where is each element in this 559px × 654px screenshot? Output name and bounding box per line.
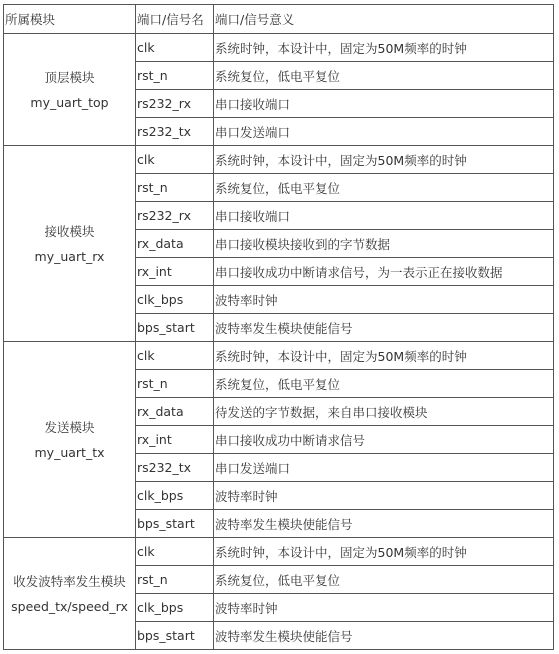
header-module: 所属模块: [4, 5, 136, 34]
signal-meaning-cell: 波特率发生模块使能信号: [214, 510, 554, 538]
signal-meaning-cell: 待发送的字节数据，来自串口接收模块: [214, 398, 554, 426]
signal-name-cell: clk: [136, 34, 214, 62]
table-row: [4, 342, 554, 370]
signal-name-cell: rst_n: [136, 174, 214, 202]
module-identifier: my_uart_rx: [34, 248, 105, 264]
signal-name-cell: bps_start: [136, 510, 214, 538]
header-signal: 端口/信号名: [136, 5, 214, 34]
module-cell: [4, 146, 136, 342]
signal-meaning-cell: 串口发送端口: [214, 118, 554, 146]
signal-name-cell: clk: [136, 342, 214, 370]
signal-meaning-cell: 串口接收端口: [214, 202, 554, 230]
signal-meaning-cell: 波特率发生模块使能信号: [214, 314, 554, 342]
table-row: [4, 538, 554, 566]
signal-name-cell: rx_int: [136, 258, 214, 286]
signal-meaning-cell: 系统复位，低电平复位: [214, 370, 554, 398]
signal-name-cell: rst_n: [136, 370, 214, 398]
signal-name-cell: rs232_tx: [136, 118, 214, 146]
signal-meaning-cell: 串口接收端口: [214, 90, 554, 118]
module-cell: [4, 34, 136, 146]
signal-table: [3, 4, 554, 650]
signal-meaning-cell: 系统复位，低电平复位: [214, 174, 554, 202]
signal-meaning-cell: 系统时钟，本设计中，固定为50M频率的时钟: [214, 342, 554, 370]
module-identifier: speed_tx/speed_rx: [11, 598, 128, 614]
signal-name-cell: rst_n: [136, 566, 214, 594]
signal-meaning-cell: 波特率发生模块使能信号: [214, 622, 554, 650]
signal-name-cell: clk: [136, 146, 214, 174]
signal-meaning-cell: 串口接收成功中断请求信号: [214, 426, 554, 454]
signal-meaning-cell: 串口接收成功中断请求信号，为一表示正在接收数据: [214, 258, 554, 286]
signal-name-cell: rs232_rx: [136, 202, 214, 230]
signal-name-cell: clk_bps: [136, 286, 214, 314]
signal-name-cell: bps_start: [136, 622, 214, 650]
signal-name-cell: rx_int: [136, 426, 214, 454]
signal-name-cell: clk_bps: [136, 594, 214, 622]
signal-name-cell: rx_data: [136, 398, 214, 426]
module-name: 接收模块: [44, 223, 95, 239]
signal-meaning-cell: 系统复位，低电平复位: [214, 566, 554, 594]
module-identifier: my_uart_tx: [34, 444, 105, 460]
module-name: 收发波特率发生模块: [13, 573, 126, 589]
module-name: 顶层模块: [44, 69, 95, 85]
table-row: [4, 146, 554, 174]
module-identifier: my_uart_top: [30, 94, 109, 110]
signal-meaning-cell: 波特率时钟: [214, 482, 554, 510]
signal-name-cell: rst_n: [136, 62, 214, 90]
signal-meaning-cell: 系统时钟，本设计中，固定为50M频率的时钟: [214, 538, 554, 566]
signal-name-cell: rx_data: [136, 230, 214, 258]
signal-meaning-cell: 波特率时钟: [214, 594, 554, 622]
table-row: [4, 34, 554, 62]
signal-meaning-cell: 波特率时钟: [214, 286, 554, 314]
signal-meaning-cell: 系统时钟，本设计中，固定为50M频率的时钟: [214, 146, 554, 174]
header-row: [4, 5, 554, 34]
module-name: 发送模块: [44, 419, 95, 435]
signal-name-cell: rs232_rx: [136, 90, 214, 118]
signal-name-cell: clk: [136, 538, 214, 566]
signal-name-cell: bps_start: [136, 314, 214, 342]
signal-meaning-cell: 系统时钟，本设计中，固定为50M频率的时钟: [214, 34, 554, 62]
module-cell: [4, 342, 136, 538]
signal-meaning-cell: 串口接收模块接收到的字节数据: [214, 230, 554, 258]
module-cell: [4, 538, 136, 650]
signal-name-cell: clk_bps: [136, 482, 214, 510]
table-body: [4, 34, 554, 650]
header-meaning: 端口/信号意义: [214, 5, 554, 34]
signal-meaning-cell: 串口发送端口: [214, 454, 554, 482]
signal-meaning-cell: 系统复位，低电平复位: [214, 62, 554, 90]
signal-name-cell: rs232_tx: [136, 454, 214, 482]
